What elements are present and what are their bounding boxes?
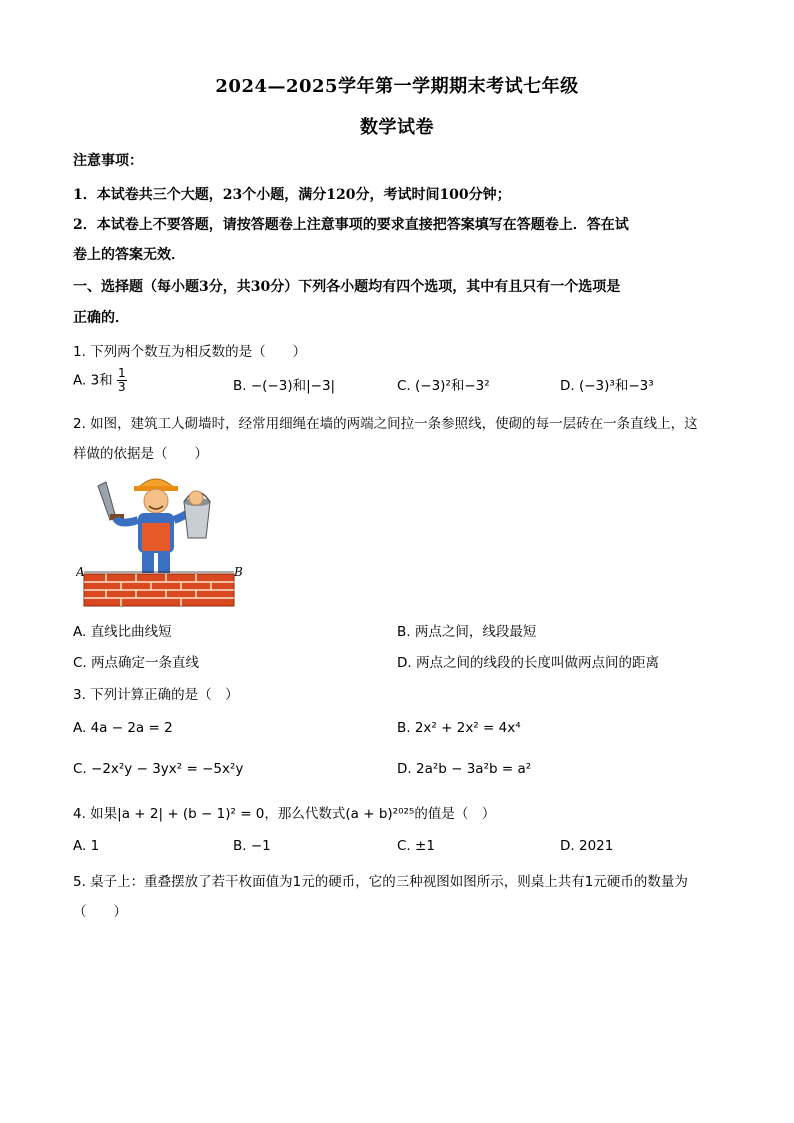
notice-heading: 注意事项： <box>73 153 143 169</box>
q4-option-d: D. 2021 <box>560 838 614 854</box>
q2-option-c: C. 两点确定一条直线 <box>73 655 200 671</box>
brick-wall <box>84 574 234 606</box>
q2-option-a: A. 直线比曲线短 <box>73 624 172 640</box>
q2-option-d: D. 两点之间的线段的长度叫做两点间的距离 <box>397 655 659 671</box>
notice-item-1: 1．本试卷共三个大题，23个小题，满分120分，考试时间100分钟； <box>73 187 511 203</box>
q1-fraction-numerator: 1 <box>117 366 126 380</box>
q3-option-d: D. 2a²b − 3a²b = a² <box>397 761 532 777</box>
exam-subtitle: 数学试卷 <box>360 117 434 138</box>
exam-title: 2024—2025学年第一学期期末考试七年级 <box>215 76 579 97</box>
q3-stem: 3. 下列计算正确的是（ ） <box>73 687 239 703</box>
point-a-label: A <box>76 565 85 579</box>
section1-intro-line2: 正确的． <box>73 310 129 326</box>
q2-stem-line2: 样做的依据是（ ） <box>73 446 208 462</box>
q4-option-b: B. −1 <box>233 838 271 854</box>
notice-item-2-line2: 卷上的答案无效． <box>73 247 185 263</box>
bricklayer-illustration <box>76 468 246 608</box>
q1-fraction-denominator: 3 <box>117 380 126 394</box>
q5-stem-line2: （ ） <box>73 904 127 920</box>
q1-stem: 1. 下列两个数互为相反数的是（ ） <box>73 344 307 360</box>
q4-option-c: C. ±1 <box>397 838 435 854</box>
section1-intro-line1: 一、选择题（每小题3分，共30分）下列各小题均有四个选项，其中有且只有一个选项是 <box>73 279 621 295</box>
q1-option-a-prefix: A. 3和 <box>73 372 113 389</box>
q1-option-d: D. (−3)³和−3³ <box>560 378 654 394</box>
q5-stem-line1: 5. 桌子上：重叠摆放了若干枚面值为1元的硬币，它的三种视图如图所示，则桌上共有1元硬币的数量为 <box>73 874 688 890</box>
q3-option-a: A. 4a − 2a = 2 <box>73 720 173 736</box>
q1-option-a-fraction <box>117 367 127 394</box>
q3-option-b: B. 2x² + 2x² = 4x⁴ <box>397 720 521 736</box>
q1-option-b: B. −(−3)和|−3| <box>233 378 336 394</box>
q2-stem-line1: 2. 如图，建筑工人砌墙时，经常用细绳在墙的两端之间拉一条参照线，使砌的每一层砖在一条直线上，这 <box>73 416 698 432</box>
notice-item-2-line1: 2．本试卷上不要答题，请按答题卷上注意事项的要求直接把答案填写在答题卷上．答在试 <box>73 217 629 233</box>
point-b-label: B <box>234 565 243 579</box>
q1-option-c: C. (−3)²和−3² <box>397 378 490 394</box>
q1-option-a <box>73 367 127 394</box>
q4-option-a: A. 1 <box>73 838 100 854</box>
bricklayer-figure <box>76 468 246 608</box>
q4-stem: 4. 如果|a + 2| + (b − 1)² = 0，那么代数式(a + b)²⁰²⁵的值是（ ） <box>73 806 496 822</box>
q2-option-b: B. 两点之间，线段最短 <box>397 624 537 640</box>
q3-option-c: C. −2x²y − 3yx² = −5x²y <box>73 761 244 777</box>
